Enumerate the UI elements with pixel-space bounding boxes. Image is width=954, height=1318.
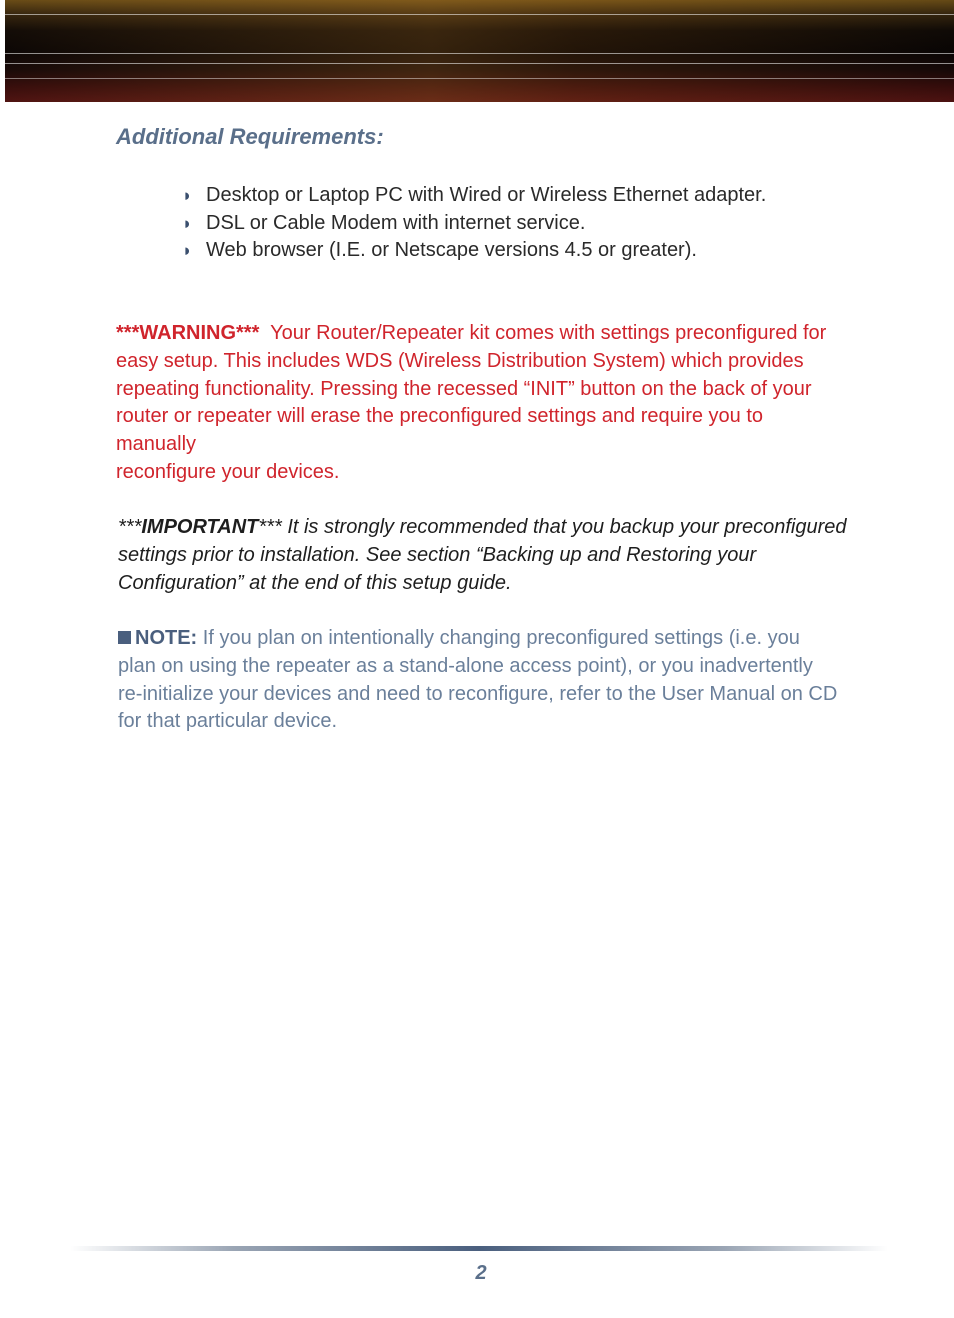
important-text: It is strongly recommended that you backup your preconfigured settings prior to installation. See section “Backing up and Restoring your Configuration” at the end of this setup guide.: [118, 516, 847, 594]
requirement-text: DSL or Cable Modem with internet service.: [206, 211, 586, 234]
requirements-list: [182, 182, 782, 265]
warning-text-end: reconfigure your devices.: [116, 460, 340, 483]
important-prefix: ***: [118, 516, 142, 538]
note-text: If you plan on intentionally changing preconfigured settings (i.e. you plan on using the repeater as a stand-alone access point), or you inadvertently re-initialize your devices and need to reconfigure, refer to the User Manual on CD for that particular device.: [118, 627, 838, 733]
warning-heading: ***WARNING***: [116, 322, 260, 344]
page-number-container: [0, 1262, 954, 1285]
half-circle-bullet-icon: ◗: [182, 241, 193, 260]
requirement-text: Web browser (I.E. or Netscape versions 4.5 or greater).: [206, 239, 697, 261]
requirement-text: Desktop or Laptop PC with Wired or Wireless Ethernet adapter.: [206, 184, 767, 206]
list-item: [182, 210, 782, 238]
note-heading: NOTE:: [135, 627, 198, 649]
warning-text: Your Router/Repeater kit comes with settings preconfigured for easy setup. This includes WDS (Wireless Distribution System) which provides repeating functionality. Pressing the recessed “INIT” button on the back of your router or repeater will erase the preconfigured settings and require you to manually: [116, 322, 827, 456]
list-item: [182, 237, 782, 265]
important-suffix: ***: [258, 516, 282, 538]
important-heading: IMPORTANT: [141, 516, 259, 538]
half-circle-bullet-icon: ◗: [182, 213, 193, 233]
header-line: [5, 14, 954, 15]
section-title: Additional Requirements:: [116, 124, 384, 149]
header-line: [5, 63, 954, 64]
page-number: 2: [475, 1262, 487, 1284]
header-line: [5, 53, 954, 54]
warning-paragraph: [116, 320, 846, 487]
important-paragraph: [118, 514, 848, 597]
square-icon: [118, 631, 131, 644]
note-paragraph: [118, 625, 838, 736]
half-circle-bullet-icon: ◗: [182, 186, 193, 205]
footer-divider: [70, 1246, 888, 1251]
list-item: [182, 182, 782, 210]
header-line: [5, 78, 954, 79]
header-banner: [5, 0, 954, 102]
